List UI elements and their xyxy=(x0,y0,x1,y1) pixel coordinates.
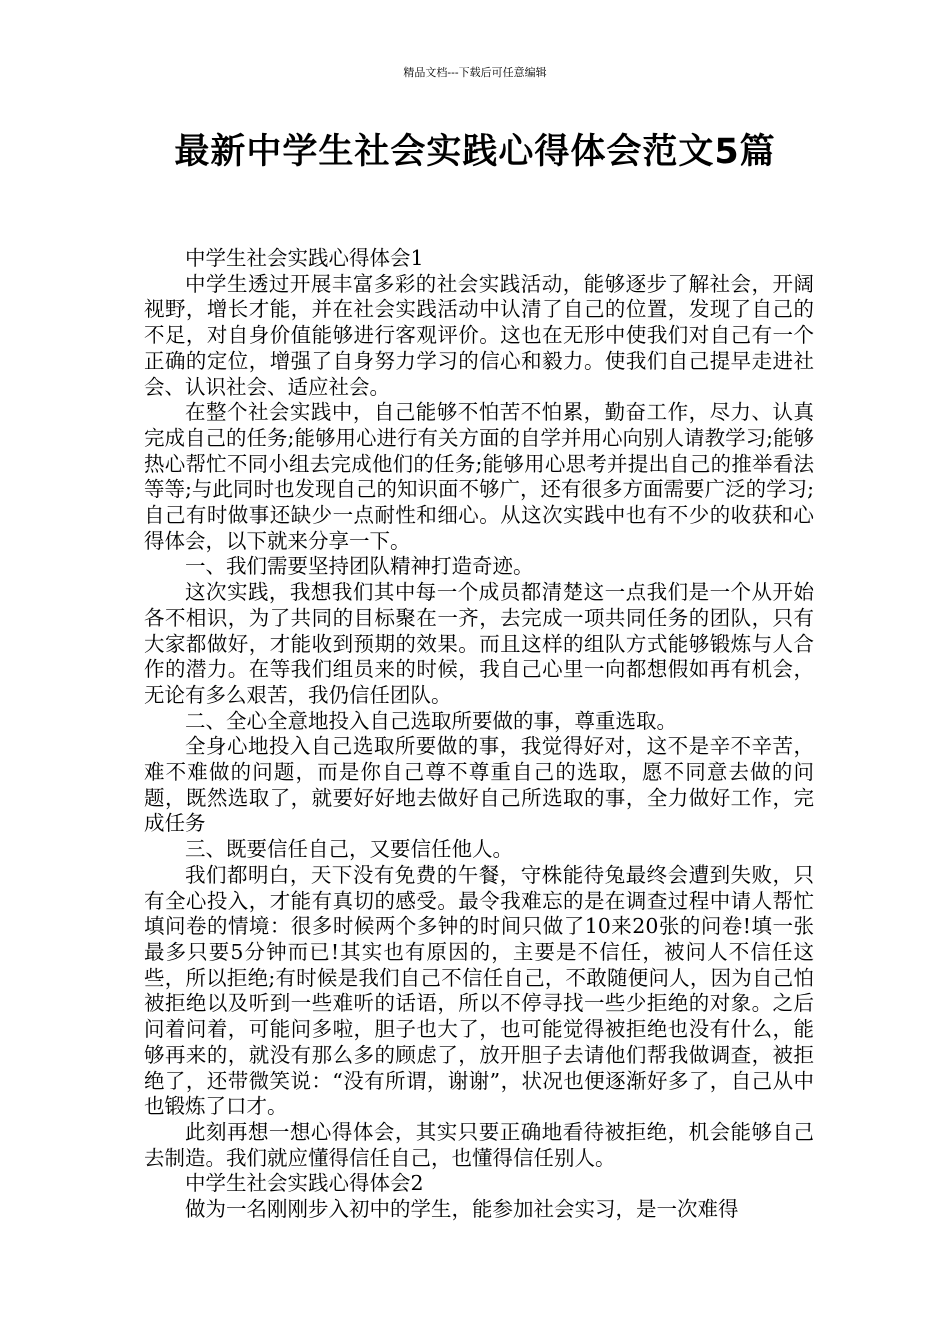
section-heading: 中学生社会实践心得体会1 xyxy=(185,246,424,270)
subheading: 一、我们需要坚持团队精神打造奇迹。 xyxy=(185,554,534,579)
header-note: 精品文档---下载后可任意编辑 xyxy=(403,66,547,79)
body-paragraph: 此刻再想一想心得体会，其实只要正确地看待被拒绝，机会能够自己去制造。我们就应懂得信任自己，也懂得信任别人。 xyxy=(144,1119,814,1170)
body-paragraph: 全身心地投入自己选取所要做的事，我觉得好对，这不是辛不辛苦，难不难做的问题，而是你自己尊不尊重自己的选取，愿不同意去做的问题，既然选取了，就要好好地去做好自己所选取的事，全力做好工作，完成任务 xyxy=(144,734,814,836)
document-title: 最新中学生社会实践心得体会范文5篇 xyxy=(174,132,776,172)
subheading: 二、全心全意地投入自己选取所要做的事，尊重选取。 xyxy=(185,708,677,733)
body-paragraph: 我们都明白，天下没有免费的午餐，守株能待兔最终会遭到失败，只有全心投入，才能有真切的感受。最令我难忘的是在调查过程中请人帮忙填问卷的情境：很多时候两个多钟的时间只做了10来20张的问卷!填一张最多只要5分钟而已!其实也有原因的，主要是不信任，被问人不信任这些，所以拒绝;有时候是我们自己不信任自己，不敢随便问人，因为自己怕被拒绝以及听到一些难听的话语，所以不停寻找一些少拒绝的对象。之后问着问着，可能问多啦，胆子也大了，也可能觉得被拒绝也没有什么，能够再来的，就没有那么多的顾虑了，放开胆子去请他们帮我做调查，被拒绝了，还带微笑说：“没有所谓，谢谢”，状况也便逐渐好多了，自己从中也锻炼了口才。 xyxy=(144,862,814,1119)
body-paragraph: 做为一名刚刚步入初中的学生，能参加社会实习，是一次难得 xyxy=(185,1197,739,1222)
document-body xyxy=(144,246,814,1223)
subheading: 三、既要信任自己，又要信任他人。 xyxy=(185,837,513,862)
body-paragraph: 中学生透过开展丰富多彩的社会实践活动，能够逐步了解社会，开阔视野，增长才能，并在社会实践活动中认清了自己的位置，发现了自己的不足，对自身价值能够进行客观评价。这也在无形中使我们对自己有一个正确的定位，增强了自身努力学习的信心和毅力。使我们自己提早走进社会、认识社会、适应社会。 xyxy=(144,271,814,399)
section-heading: 中学生社会实践心得体会2 xyxy=(185,1171,424,1196)
body-paragraph: 这次实践，我想我们其中每一个成员都清楚这一点我们是一个从开始各不相识，为了共同的目标聚在一齐，去完成一项共同任务的团队，只有大家都做好，才能收到预期的效果。而且这样的组队方式能够锻炼与人合作的潜力。在等我们组员来的时候，我自己心里一向都想假如再有机会，无论有多么艰苦，我仍信任团队。 xyxy=(144,580,814,707)
body-paragraph: 在整个社会实践中，自己能够不怕苦不怕累，勤奋工作，尽力、认真完成自己的任务;能够用心进行有关方面的自学并用心向别人请教学习;能够热心帮忙不同小组去完成他们的任务;能够用心思考并提出自己的推举看法等等;与此同时也发现自己的知识面不够广，还有很多方面需要广泛的学习;自己有时做事还缺少一点耐性和细心。从这次实践中也有不少的收获和心得体会，以下就来分享一下。 xyxy=(144,400,814,553)
